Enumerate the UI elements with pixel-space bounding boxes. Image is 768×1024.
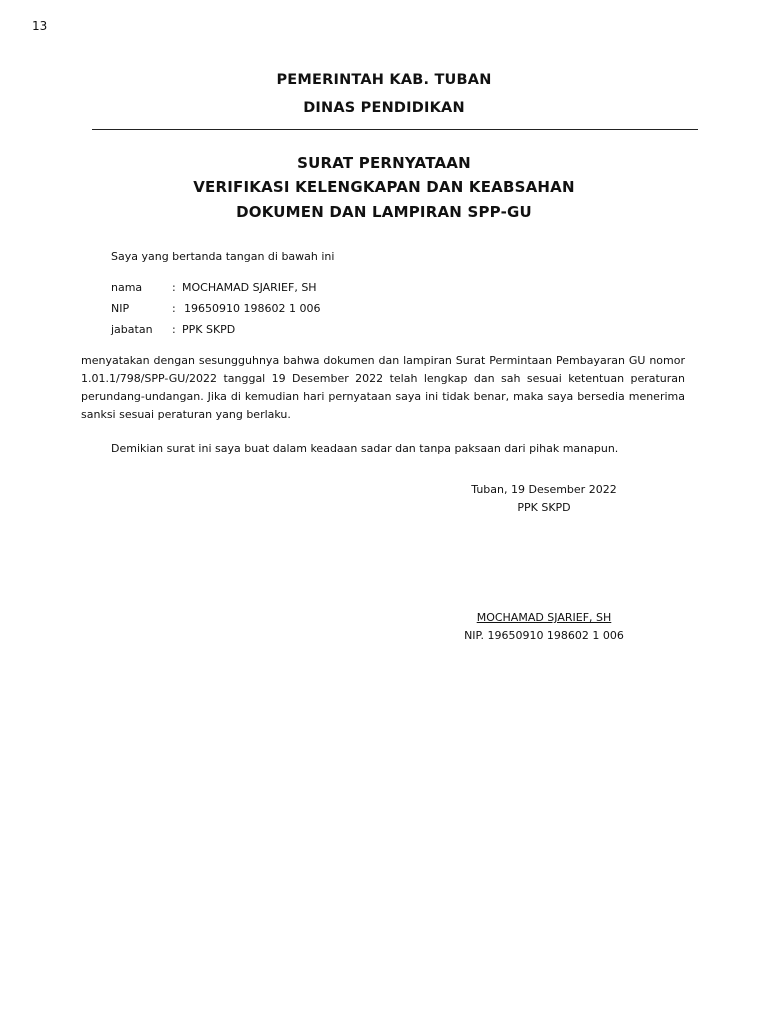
signature-place-date: Tuban, 19 Desember 2022 (471, 483, 617, 496)
field-colon: : (172, 302, 176, 315)
field-colon: : (172, 323, 176, 336)
header-government: PEMERINTAH KAB. TUBAN (276, 72, 492, 88)
header-department: DINAS PENDIDIKAN (303, 100, 465, 116)
signature-nip: NIP. 19650910 198602 1 006 (464, 629, 624, 642)
field-value-name: MOCHAMAD SJARIEF, SH (182, 281, 317, 294)
page-number: 13 (32, 19, 48, 33)
field-colon: : (172, 281, 176, 294)
header-divider (92, 129, 698, 130)
title-line-2: VERIFIKASI KELENGKAPAN DAN KEABSAHAN (193, 178, 575, 196)
field-label-position: jabatan (111, 323, 153, 336)
field-value-position: PPK SKPD (182, 323, 236, 336)
signature-position: PPK SKPD (517, 501, 571, 514)
closing-text: Demikian surat ini saya buat dalam keadaan sadar dan tanpa paksaan dari pihak manapun. (111, 442, 619, 455)
title-line-3: DOKUMEN DAN LAMPIRAN SPP-GU (236, 203, 532, 221)
statement-paragraph: menyatakan dengan sesungguhnya bahwa dokumen dan lampiran Surat Permintaan Pembayaran GU nomor 1.01.1/798/SPP-GU/2022 tanggal 19 Desember 2022 telah lengkap dan sah sesuai ketentuan peraturan perundang-undangan. Jika di kemudian hari pernyataan saya ini tidak benar, maka saya bersedia menerima sanksi sesuai peraturan yang berlaku. (81, 354, 685, 421)
field-value-nip: 19650910 198602 1 006 (184, 302, 321, 315)
field-label-name: nama (111, 281, 143, 294)
signature-name: MOCHAMAD SJARIEF, SH (476, 611, 612, 624)
title-line-1: SURAT PERNYATAAN (297, 154, 471, 172)
intro-text: Saya yang bertanda tangan di bawah ini (111, 250, 335, 263)
field-label-nip: NIP (111, 302, 130, 315)
